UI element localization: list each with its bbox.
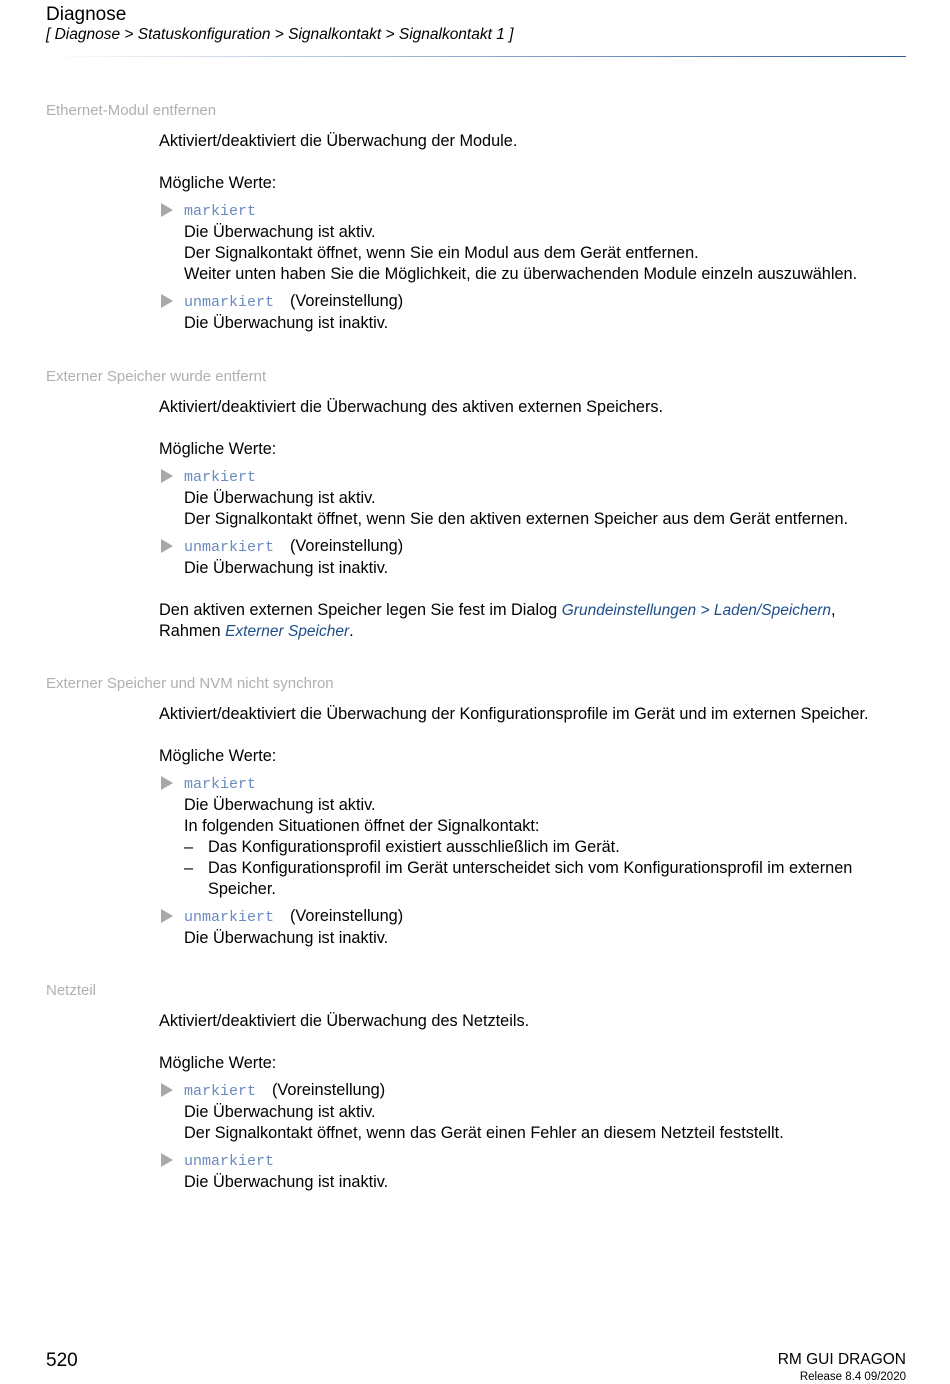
triangle-bullet-icon xyxy=(161,203,173,217)
triangle-bullet-icon xyxy=(161,1083,173,1097)
default-marker: (Voreinstellung) xyxy=(272,1081,386,1099)
value-item-markiert xyxy=(159,200,919,285)
section-description: Aktiviert/deaktiviert die Überwachung der Konfigurationsprofile im Gerät und im externen Speicher. xyxy=(159,705,869,723)
value-item-unmarkiert xyxy=(159,1150,919,1193)
value-code: unmarkiert xyxy=(184,294,275,311)
breadcrumb: [ Diagnose > Statuskonfiguration > Signalkontakt > Signalkontakt 1 ] xyxy=(46,26,514,43)
link-grundeinstellungen[interactable]: Grundeinstellungen > Laden/Speichern xyxy=(561,602,832,619)
value-desc: Die Überwachung ist aktiv. xyxy=(184,796,376,814)
value-desc: Weiter unten haben Sie die Möglichkeit, die zu überwachenden Module einzeln auszuwählen. xyxy=(184,265,858,283)
value-desc: Der Signalkontakt öffnet, wenn Sie ein Modul aus dem Gerät entfernen. xyxy=(184,244,699,262)
value-code: markiert xyxy=(184,776,257,793)
value-code: markiert xyxy=(184,203,257,220)
dash-marker: – xyxy=(184,859,194,877)
value-desc: Der Signalkontakt öffnet, wenn Sie den aktiven externen Speicher aus dem Gerät entfernen. xyxy=(184,510,849,528)
section-label-nvm-nicht-synchron: Externer Speicher und NVM nicht synchron xyxy=(46,675,334,692)
note-text: , xyxy=(831,601,836,619)
note-text: Den aktiven externen Speicher legen Sie fest im Dialog xyxy=(159,601,562,619)
default-marker: (Voreinstellung) xyxy=(290,537,404,555)
triangle-bullet-icon xyxy=(161,776,173,790)
value-code: markiert xyxy=(184,1083,257,1100)
section-body-ethernet-modul xyxy=(159,131,919,334)
note-text: . xyxy=(349,622,354,640)
value-code: unmarkiert xyxy=(184,1153,275,1170)
section-label-netzteil: Netzteil xyxy=(46,982,97,999)
section-body-nvm-nicht-synchron xyxy=(159,704,919,949)
value-item-unmarkiert xyxy=(159,906,919,949)
value-item-markiert xyxy=(159,773,919,900)
value-item-unmarkiert xyxy=(159,291,919,334)
value-code: markiert xyxy=(184,469,257,486)
value-item-unmarkiert xyxy=(159,536,919,579)
dash-text: Das Konfigurationsprofil existiert ausschließlich im Gerät. xyxy=(208,838,620,856)
dash-marker: – xyxy=(184,838,194,856)
page-title: Diagnose xyxy=(46,4,127,25)
possible-values-heading: Mögliche Werte: xyxy=(159,440,277,458)
footer-release: Release 8.4 09/2020 xyxy=(799,1371,906,1383)
section-description: Aktiviert/deaktiviert die Überwachung des aktiven externen Speichers. xyxy=(159,398,664,416)
possible-values-heading: Mögliche Werte: xyxy=(159,747,277,765)
section-label-externer-speicher-entfernt: Externer Speicher wurde entfernt xyxy=(46,368,267,385)
value-desc: Die Überwachung ist aktiv. xyxy=(184,489,376,507)
triangle-bullet-icon xyxy=(161,539,173,553)
section-label-ethernet-modul: Ethernet-Modul entfernen xyxy=(46,102,217,119)
link-externer-speicher[interactable]: Externer Speicher xyxy=(225,623,350,640)
dash-item xyxy=(184,837,919,858)
dash-text: Das Konfigurationsprofil im Gerät unterscheidet sich vom Konfigurationsprofil im externen Speicher. xyxy=(208,859,853,898)
section-description: Aktiviert/deaktiviert die Überwachung der Module. xyxy=(159,132,518,150)
section-description: Aktiviert/deaktiviert die Überwachung des Netzteils. xyxy=(159,1012,530,1030)
value-desc: Die Überwachung ist aktiv. xyxy=(184,1103,376,1121)
value-desc: Die Überwachung ist inaktiv. xyxy=(184,559,389,577)
triangle-bullet-icon xyxy=(161,469,173,483)
value-desc: Der Signalkontakt öffnet, wenn das Gerät einen Fehler an diesem Netzteil feststellt. xyxy=(184,1124,784,1142)
dash-item xyxy=(184,858,919,900)
value-code: unmarkiert xyxy=(184,539,275,556)
possible-values-heading: Mögliche Werte: xyxy=(159,174,277,192)
default-marker: (Voreinstellung) xyxy=(290,907,404,925)
value-item-markiert xyxy=(159,1080,919,1144)
possible-values-heading: Mögliche Werte: xyxy=(159,1054,277,1072)
section-body-netzteil xyxy=(159,1011,919,1193)
triangle-bullet-icon xyxy=(161,909,173,923)
value-desc: In folgenden Situationen öffnet der Signalkontakt: xyxy=(184,817,540,835)
value-desc: Die Überwachung ist inaktiv. xyxy=(184,1173,389,1191)
header-divider xyxy=(46,56,906,57)
default-marker: (Voreinstellung) xyxy=(290,292,404,310)
note-text: Rahmen xyxy=(159,622,226,640)
footer-product: RM GUI DRAGON xyxy=(777,1351,906,1368)
value-desc: Die Überwachung ist aktiv. xyxy=(184,223,376,241)
value-item-markiert xyxy=(159,466,919,530)
section-body-externer-speicher-entfernt xyxy=(159,397,919,642)
triangle-bullet-icon xyxy=(161,294,173,308)
value-desc: Die Überwachung ist inaktiv. xyxy=(184,314,389,332)
value-desc: Die Überwachung ist inaktiv. xyxy=(184,929,389,947)
page-number: 520 xyxy=(46,1350,78,1371)
section-note xyxy=(159,600,919,642)
value-code: unmarkiert xyxy=(184,909,275,926)
triangle-bullet-icon xyxy=(161,1153,173,1167)
